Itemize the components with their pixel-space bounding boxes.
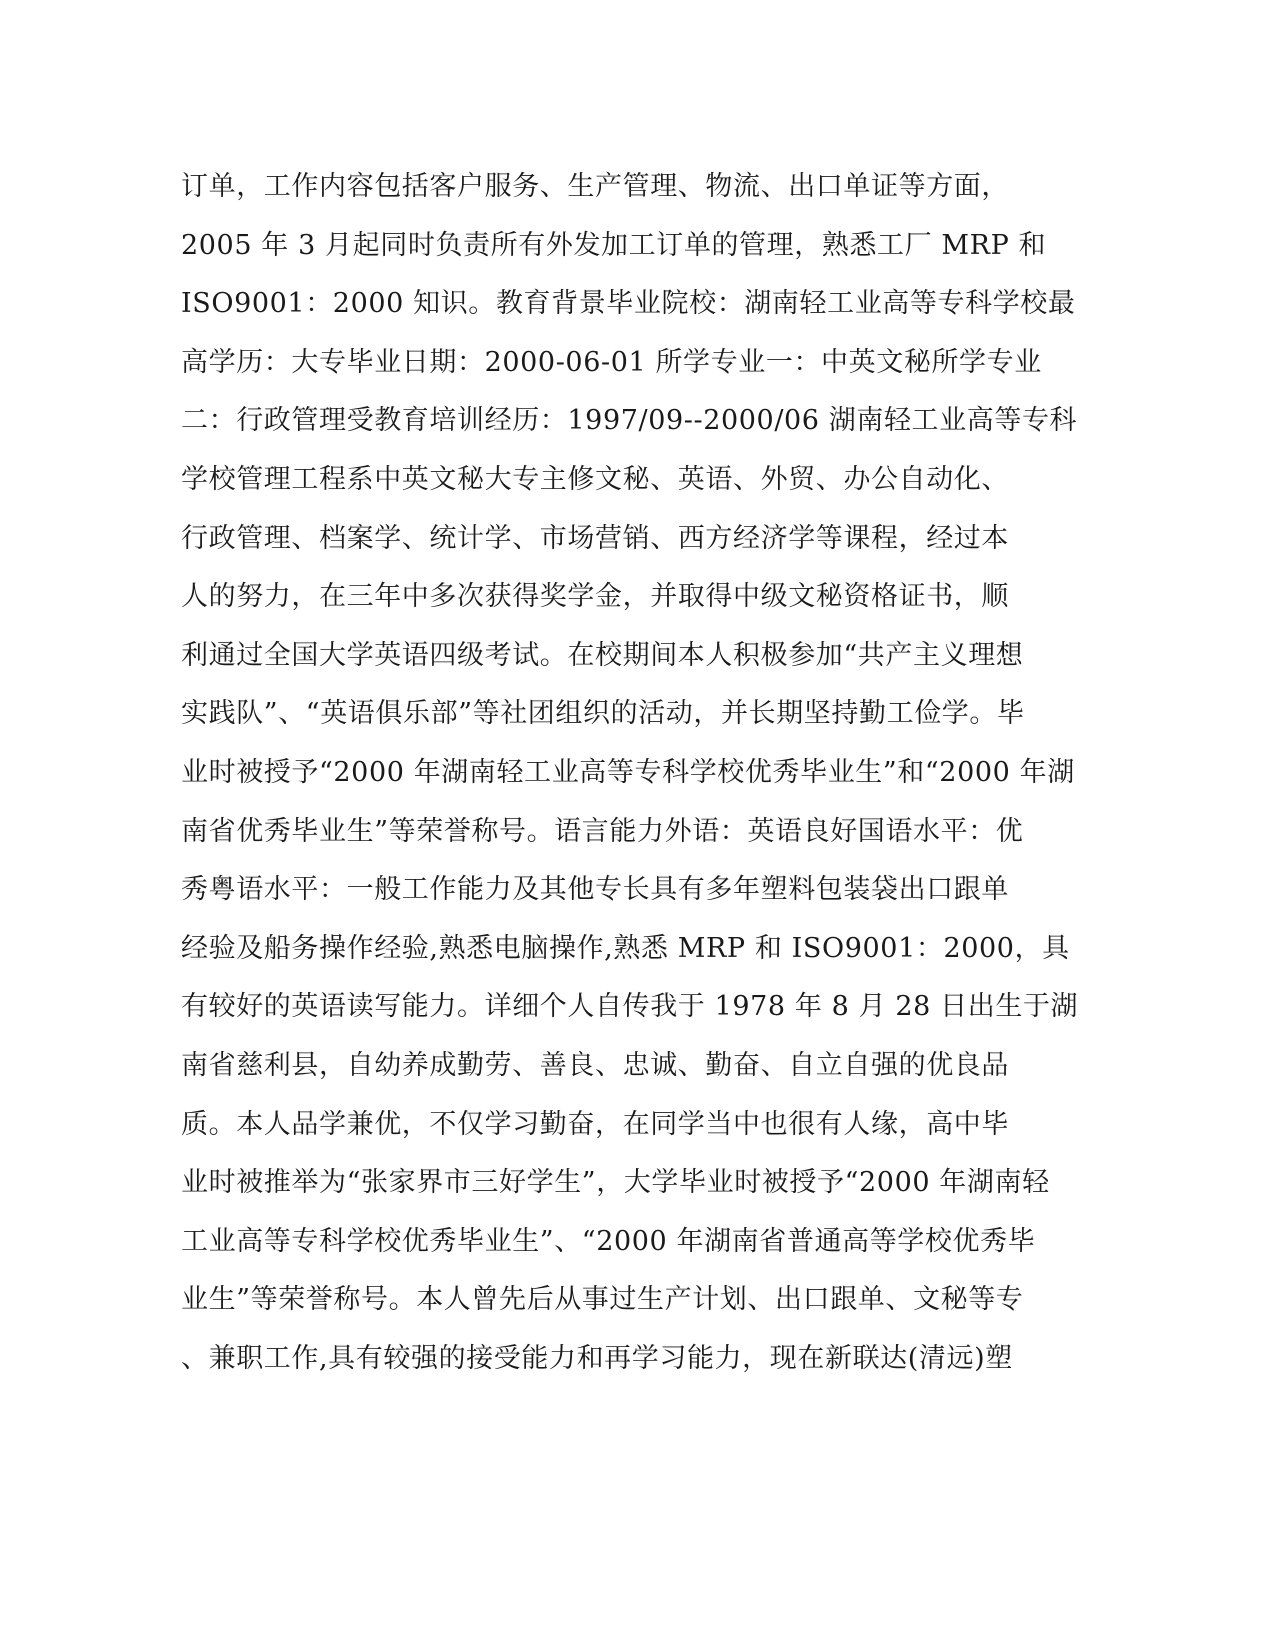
- text-line-7: 行政管理、档案学、统计学、市场营销、西方经济学等课程，经过本: [181, 522, 1009, 554]
- text-line-3: ISO9001：2000 知识。教育背景毕业院校：湖南轻工业高等专科学校最: [181, 288, 1076, 320]
- text-line-15: 有较好的英语读写能力。详细个人自传我于 1978 年 8 月 28 日出生于湖: [181, 991, 1079, 1023]
- text-line-8: 人的努力，在三年中多次获得奖学金，并取得中级文秘资格证书，顺: [181, 581, 1009, 613]
- text-line-14: 经验及船务操作经验,熟悉电脑操作,熟悉 MRP 和 ISO9001：2000，具: [181, 932, 1070, 964]
- text-line-20: 业生”等荣誉称号。本人曾先后从事过生产计划、出口跟单、文秘等专: [181, 1284, 1024, 1316]
- text-line-5: 二：行政管理受教育培训经历：1997/09--2000/06 湖南轻工业高等专科: [181, 405, 1078, 437]
- text-line-13: 秀粤语水平：一般工作能力及其他专长具有多年塑料包装袋出口跟单: [181, 874, 1009, 906]
- text-line-9: 利通过全国大学英语四级考试。在校期间本人积极参加“共产主义理想: [181, 639, 1024, 671]
- text-line-10: 实践队”、“英语俱乐部”等社团组织的活动，并长期坚持勤工俭学。毕: [181, 698, 1025, 730]
- text-line-1: 订单，工作内容包括客户服务、生产管理、物流、出口单证等方面，: [181, 171, 1009, 202]
- text-line-18: 业时被推举为“张家界市三好学生”，大学毕业时被授予“2000 年湖南轻: [181, 1167, 1050, 1199]
- text-line-6: 学校管理工程系中英文秘大专主修文秘、英语、外贸、办公自动化、: [181, 463, 1009, 495]
- text-line-17: 质。本人品学兼优，不仅学习勤奋，在同学当中也很有人缘，高中毕: [181, 1108, 1009, 1140]
- body-text: [181, 158, 1079, 1388]
- text-line-4: 高学历：大专毕业日期：2000-06-01 所学专业一：中英文秘所学专业: [181, 346, 1042, 378]
- text-line-19: 工业高等专科学校优秀毕业生”、“2000 年湖南省普通高等学校优秀毕: [181, 1225, 1036, 1257]
- text-line-21: 、兼职工作,具有较强的接受能力和再学习能力，现在新联达(清远)塑: [181, 1342, 1013, 1374]
- text-line-16: 南省慈利县，自幼养成勤劳、善良、忠诚、勤奋、自立自强的优良品: [181, 1049, 1009, 1081]
- text-line-11: 业时被授予“2000 年湖南轻工业高等专科学校优秀毕业生”和“2000 年湖: [181, 756, 1075, 788]
- text-line-12: 南省优秀毕业生”等荣誉称号。语言能力外语：英语良好国语水平：优: [181, 815, 1024, 847]
- text-line-2: 2005 年 3 月起同时负责所有外发加工订单的管理，熟悉工厂 MRP 和: [181, 229, 1047, 261]
